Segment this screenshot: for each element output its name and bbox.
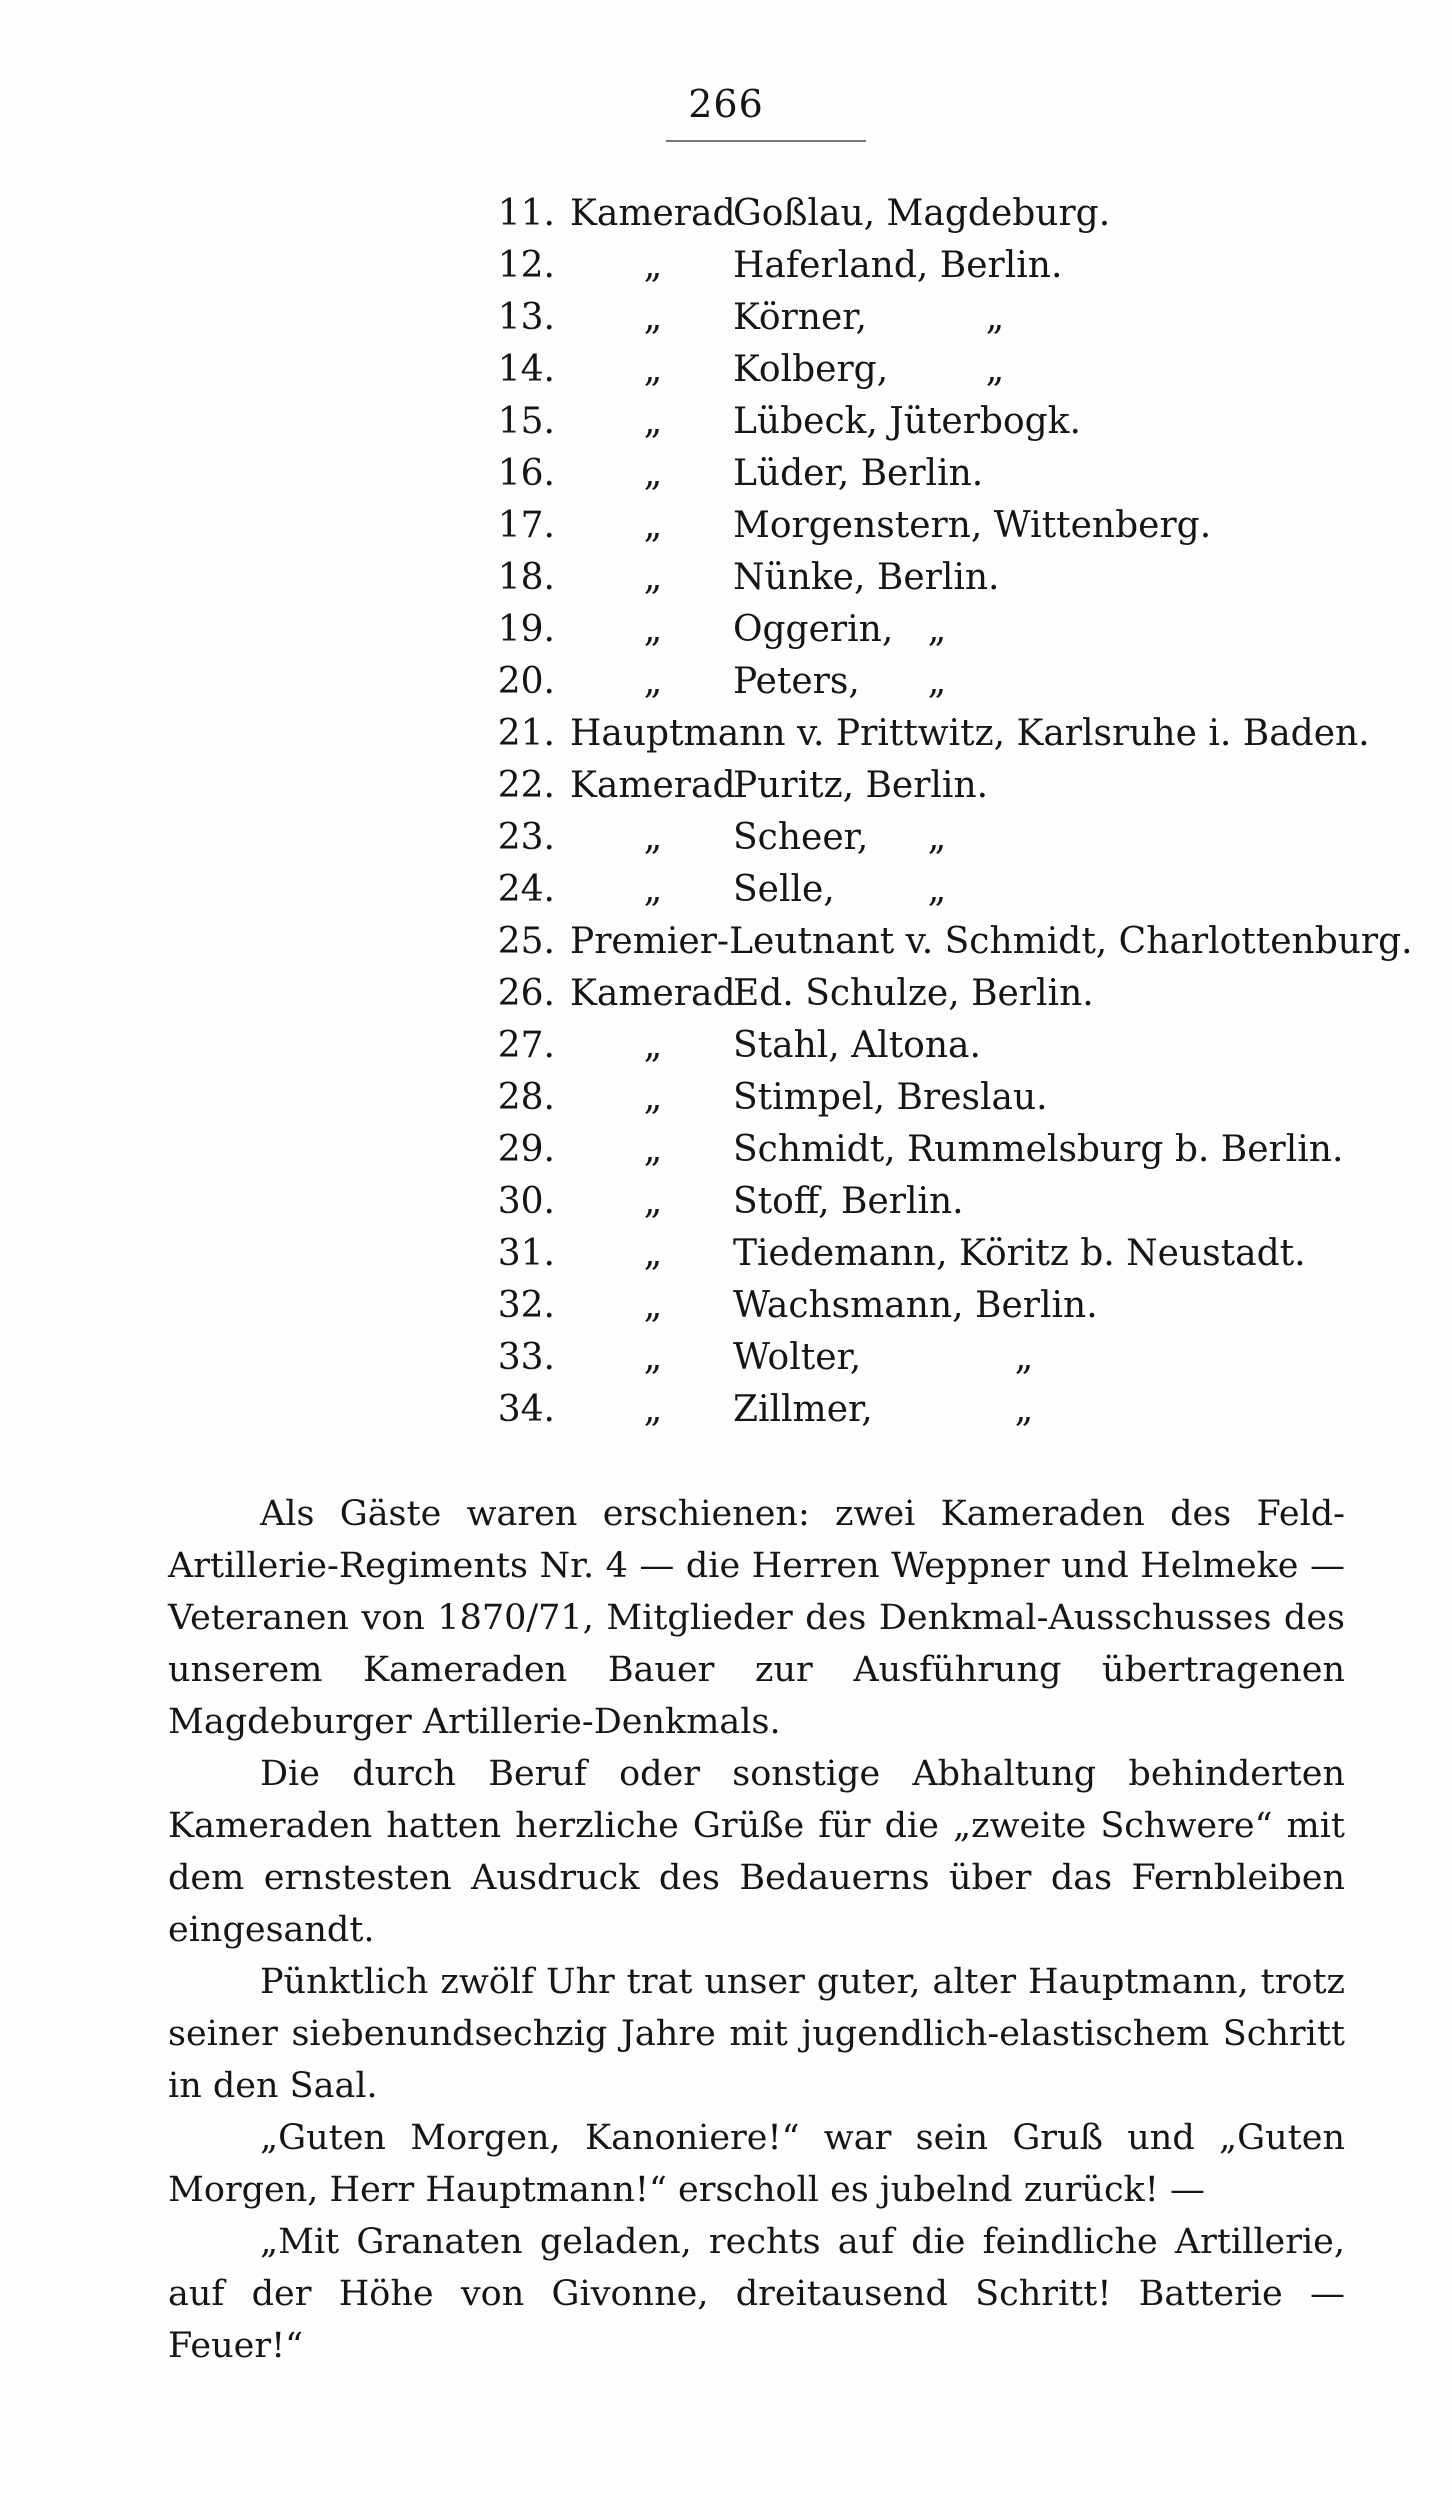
roster-entry bbox=[0, 656, 1452, 708]
entry-number: 28. bbox=[497, 1077, 555, 1118]
city-ditto-mark: „ bbox=[927, 661, 947, 702]
roster-entry bbox=[0, 1176, 1452, 1228]
roster-entry bbox=[0, 1020, 1452, 1072]
entry-name-city: Lübeck, Jüterbogk. bbox=[733, 401, 1081, 442]
entry-number: 27. bbox=[497, 1025, 555, 1066]
entry-number: 29. bbox=[497, 1129, 555, 1170]
roster-entry bbox=[0, 916, 1452, 968]
entry-name-city: Tiedemann, Köritz b. Neustadt. bbox=[733, 1233, 1306, 1274]
entry-name-city: Schmidt, Rummelsburg b. Berlin. bbox=[733, 1129, 1344, 1170]
entry-number: 14. bbox=[497, 349, 555, 390]
roster-entry bbox=[0, 604, 1452, 656]
city-ditto-mark: „ bbox=[985, 297, 1005, 338]
entry-name-city: Oggerin, bbox=[733, 609, 894, 650]
roster-entry bbox=[0, 552, 1452, 604]
roster-entry bbox=[0, 448, 1452, 500]
entry-name-city: Puritz, Berlin. bbox=[733, 765, 989, 806]
entry-number: 11. bbox=[497, 193, 555, 234]
roster-entry bbox=[0, 240, 1452, 292]
ditto-mark: „ bbox=[643, 349, 663, 390]
entry-number: 34. bbox=[497, 1389, 555, 1430]
entry-number: 13. bbox=[497, 297, 555, 338]
roster-entry bbox=[0, 812, 1452, 864]
roster-entry bbox=[0, 1384, 1452, 1436]
page-number: 266 bbox=[688, 82, 764, 126]
roster-entry bbox=[0, 344, 1452, 396]
roster-entry bbox=[0, 968, 1452, 1020]
entry-number: 33. bbox=[497, 1337, 555, 1378]
ditto-mark: „ bbox=[643, 453, 663, 494]
body-text bbox=[168, 1488, 1345, 2372]
entry-name-city: Zillmer, bbox=[733, 1389, 873, 1430]
entry-number: 19. bbox=[497, 609, 555, 650]
entry-number: 15. bbox=[497, 401, 555, 442]
ditto-mark: „ bbox=[643, 245, 663, 286]
entry-name-city: Stimpel, Breslau. bbox=[733, 1077, 1048, 1118]
city-ditto-mark: „ bbox=[1014, 1389, 1034, 1430]
roster-entry bbox=[0, 1228, 1452, 1280]
roster-entry bbox=[0, 500, 1452, 552]
ditto-mark: „ bbox=[643, 557, 663, 598]
entry-number: 20. bbox=[497, 661, 555, 702]
roster-entry bbox=[0, 1332, 1452, 1384]
entry-name-city: Wachsmann, Berlin. bbox=[733, 1285, 1098, 1326]
entry-name-city: Haferland, Berlin. bbox=[733, 245, 1063, 286]
ditto-mark: „ bbox=[643, 297, 663, 338]
entry-number: 24. bbox=[497, 869, 555, 910]
paragraph-salute: „Guten Morgen, Kanoniere!“ war sein Gruß und „Guten Morgen, Herr Hauptmann!“ erscholl es jubelnd zurück! — bbox=[168, 2118, 1345, 2210]
ditto-mark: „ bbox=[643, 1025, 663, 1066]
entry-name-city: Wolter, bbox=[733, 1337, 862, 1378]
ditto-mark: „ bbox=[643, 1233, 663, 1274]
entry-number: 30. bbox=[497, 1181, 555, 1222]
roster-entry bbox=[0, 1072, 1452, 1124]
ditto-mark: „ bbox=[643, 869, 663, 910]
entry-name-city: Nünke, Berlin. bbox=[733, 557, 1000, 598]
roster-entry bbox=[0, 864, 1452, 916]
entry-name-city: Lüder, Berlin. bbox=[733, 453, 984, 494]
city-ditto-mark: „ bbox=[927, 817, 947, 858]
roster-entry bbox=[0, 188, 1452, 240]
entry-rank: Kamerad bbox=[570, 193, 736, 234]
entry-number: 16. bbox=[497, 453, 555, 494]
ditto-mark: „ bbox=[643, 1129, 663, 1170]
roster-entry bbox=[0, 708, 1452, 760]
city-ditto-mark: „ bbox=[927, 869, 947, 910]
entry-number: 25. bbox=[497, 921, 555, 962]
entry-number: 23. bbox=[497, 817, 555, 858]
roster-entry bbox=[0, 1124, 1452, 1176]
entry-name-city: Kolberg, bbox=[733, 349, 889, 390]
ditto-mark: „ bbox=[643, 661, 663, 702]
entry-name-city: Körner, bbox=[733, 297, 867, 338]
entry-name-city: Ed. Schulze, Berlin. bbox=[733, 973, 1094, 1014]
entry-name-city: Selle, bbox=[733, 869, 835, 910]
city-ditto-mark: „ bbox=[985, 349, 1005, 390]
roster-entry bbox=[0, 396, 1452, 448]
header-rule bbox=[666, 140, 866, 142]
entry-number: 12. bbox=[497, 245, 555, 286]
paragraph-greetings: Die durch Beruf oder sonstige Abhaltung behinderten Kameraden hatten herzliche Grüße für die „zweite Schwere“ mit dem ernstesten Ausdruck des Bedauerns über das Fernbleiben eingesandt. bbox=[168, 1754, 1345, 1950]
ditto-mark: „ bbox=[643, 401, 663, 442]
entry-name-city: Peters, bbox=[733, 661, 860, 702]
ditto-mark: „ bbox=[643, 1077, 663, 1118]
entry-name-city: Hauptmann v. Prittwitz, Karlsruhe i. Baden. bbox=[570, 713, 1370, 754]
entry-name-city: Stoff, Berlin. bbox=[733, 1181, 964, 1222]
ditto-mark: „ bbox=[643, 1337, 663, 1378]
ditto-mark: „ bbox=[643, 1285, 663, 1326]
member-roster bbox=[0, 188, 1452, 1436]
entry-number: 32. bbox=[497, 1285, 555, 1326]
ditto-mark: „ bbox=[643, 1181, 663, 1222]
entry-number: 21. bbox=[497, 713, 555, 754]
entry-rank: Kamerad bbox=[570, 765, 736, 806]
entry-number: 17. bbox=[497, 505, 555, 546]
roster-entry bbox=[0, 1280, 1452, 1332]
entry-number: 26. bbox=[497, 973, 555, 1014]
city-ditto-mark: „ bbox=[1014, 1337, 1034, 1378]
entry-name-city: Stahl, Altona. bbox=[733, 1025, 981, 1066]
entry-number: 31. bbox=[497, 1233, 555, 1274]
paragraph-command: „Mit Granaten geladen, rechts auf die feindliche Artillerie, auf der Höhe von Givonne, dreitausend Schritt! Batterie — Feuer!“ bbox=[168, 2222, 1345, 2366]
entry-rank: Kamerad bbox=[570, 973, 736, 1014]
entry-number: 22. bbox=[497, 765, 555, 806]
ditto-mark: „ bbox=[643, 1389, 663, 1430]
ditto-mark: „ bbox=[643, 609, 663, 650]
paragraph-arrival: Pünktlich zwölf Uhr trat unser guter, alter Hauptmann, trotz seiner siebenundsechzig Jahre mit jugendlich-elastischem Schritt in den Saal. bbox=[168, 1962, 1345, 2106]
roster-entry bbox=[0, 760, 1452, 812]
paragraph-guests: Als Gäste waren erschienen: zwei Kameraden des Feld-Artillerie-Regiments Nr. 4 — die Herren Weppner und Helmeke — Veteranen von 1870/71, Mitglieder des Denkmal-Ausschusses des unserem Kameraden Bauer zur Ausführung übertragenen Magdeburger Artillerie-Denkmals. bbox=[168, 1494, 1345, 1742]
entry-name-city: Scheer, bbox=[733, 817, 869, 858]
ditto-mark: „ bbox=[643, 505, 663, 546]
ditto-mark: „ bbox=[643, 817, 663, 858]
entry-name-city: Morgenstern, Wittenberg. bbox=[733, 505, 1212, 546]
city-ditto-mark: „ bbox=[927, 609, 947, 650]
entry-number: 18. bbox=[497, 557, 555, 598]
entry-name-city: Goßlau, Magdeburg. bbox=[733, 193, 1111, 234]
roster-entry bbox=[0, 292, 1452, 344]
entry-name-city: Premier-Leutnant v. Schmidt, Charlottenburg. bbox=[570, 921, 1413, 962]
